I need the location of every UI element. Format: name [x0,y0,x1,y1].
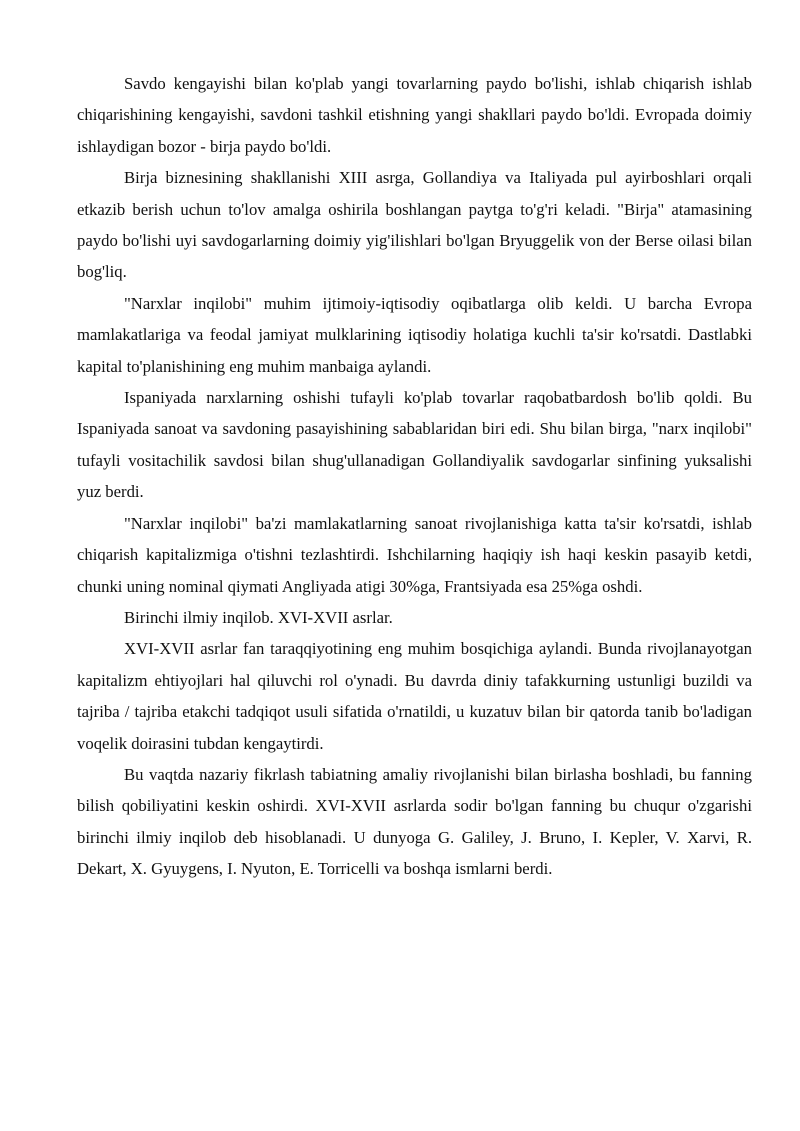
paragraph-price-revolution-consequences: "Narxlar inqilobi" muhim ijtimoiy-iqtisodiy oqibatlarga olib keldi. U barcha Evropa mamlakatlariga va feodal jamiyat mulklarining iqtisodiy holatiga kuchli ta'sir ko'rsatdi. Dastlabki kapital to'planishining eng muhim manbaiga aylandi. [77,293,752,376]
paragraph-scientific-revolution-names: Bu vaqtda nazariy fikrlash tabiatning amaliy rivojlanishi bilan birlasha boshladi, bu fanning bilish qobiliyatini keskin oshirdi. XVI-XVII asrlarda sodir bo'lgan fanning bu chuqur o'zgarishi birinchi ilmiy inqilob deb hisoblanadi. U dunyoga G. Galiley, J. Bruno, I. Kepler, V. Xarvi, R. Dekart, X. Gyuygens, I. Nyuton, E. Torricelli va boshqa ismlarni berdi. [77,764,752,879]
paragraph-spain-prices: Ispaniyada narxlarning oshishi tufayli ko'plab tovarlar raqobatbardosh bo'lib qoldi. Bu Ispaniyada sanoat va savdoning pasayishining sabablaridan biri edi. Shu bilan birga, "narx inqilobi" tufayli vositachilik savdosi bilan shug'ullanadigan Gollandiyalik savdogarlar sinfining yuksalishi yuz berdi. [77,388,752,502]
section-heading-first-scientific-revolution: Birinchi ilmiy inqilob. XVI-XVII asrlar. [124,607,393,627]
paragraph-price-revolution-industry: "Narxlar inqilobi" ba'zi mamlakatlarning sanoat rivojlanishiga katta ta'sir ko'rsatdi, ishlab chiqarish kapitalizmiga o'tishni tezlashtirdi. Ishchilarning haqiqiy ish haqi keskin pasayib ketdi, chunki uning nominal qiymati Angliyada atigi 30%ga, Frantsiyada esa 25%ga oshdi. [77,513,752,596]
paragraph-science-development: XVI-XVII asrlar fan taraqqiyotining eng muhim bosqichiga aylandi. Bunda rivojlanayotgan kapitalizm ehtiyojlari hal qiluvchi rol o'ynadi. Bu davrda diniy tafakkurning ustunligi buzildi va tajriba / tajriba etakchi tadqiqot usuli sifatida o'rnatildi, u kuzatuv bilan bir qatorda tanib bo'ladigan voqelik doirasini tubdan kengaytirdi. [77,639,752,753]
document-page [77,68,752,885]
paragraph-trade-expansion: Savdo kengayishi bilan ko'plab yangi tovarlarning paydo bo'lishi, ishlab chiqarish ishlab chiqarishining kengayishi, savdoni tashkil etishning yangi shakllari paydo bo'ldi. Evropada doimiy ishlaydigan bozor - birja paydo bo'ldi. [77,74,752,156]
paragraph-exchange-origin: Birja biznesining shakllanishi XIII asrga, Gollandiya va Italiyada pul ayirboshlari orqali etkazib berish uchun to'lov amalga oshirila boshlangan paytga to'g'ri keladi. "Birja" atamasining paydo bo'lishi uyi savdogarlarning doimiy yig'ilishlari bo'lgan Bryuggelik von der Berse oilasi bilan bog'liq. [77,168,752,282]
